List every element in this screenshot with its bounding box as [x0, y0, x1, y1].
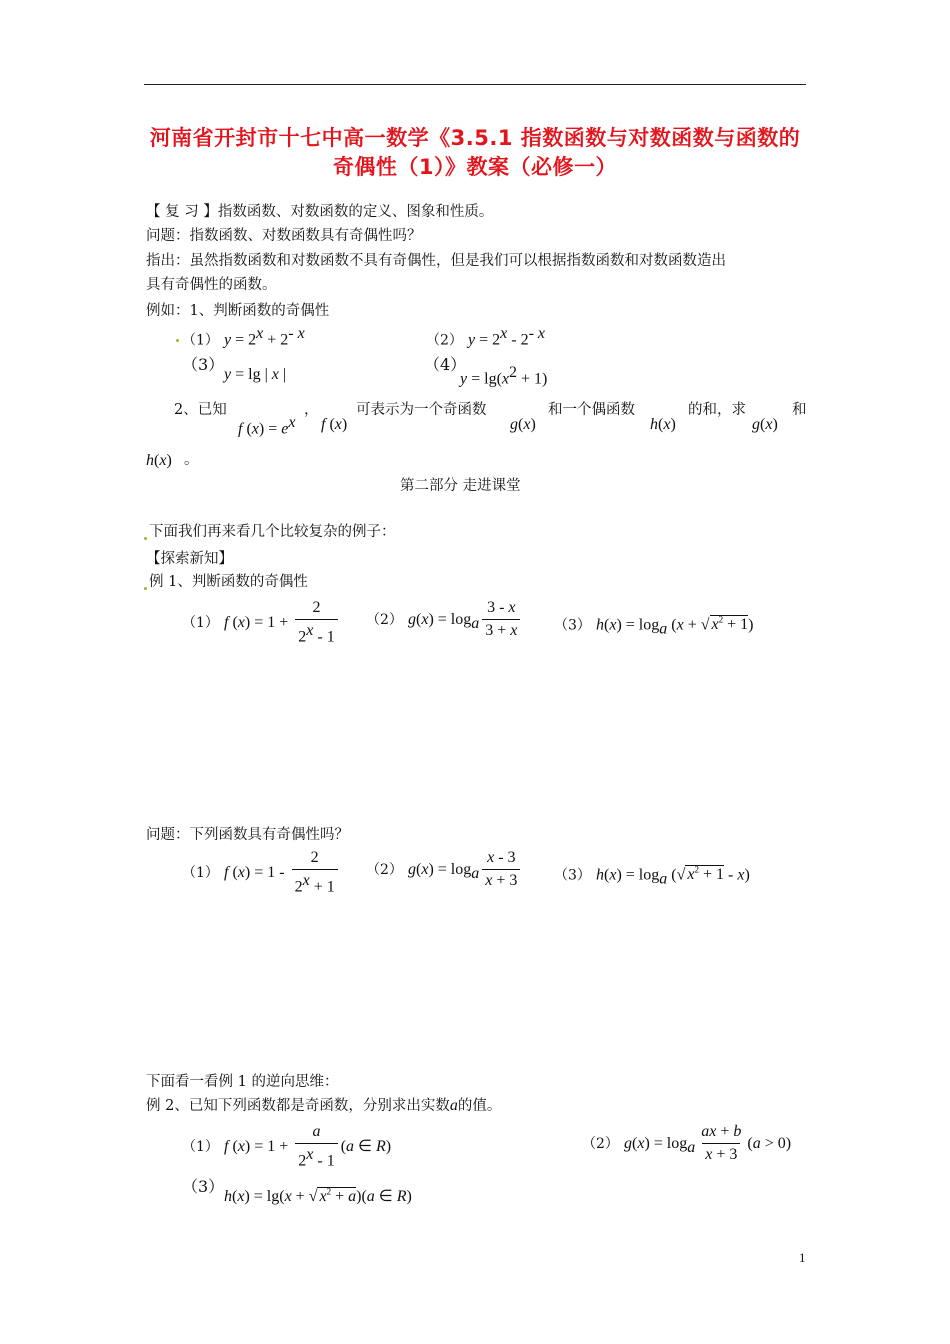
item-label: （3） [554, 867, 591, 884]
review-text: 指数函数、对数函数的定义、图象和性质。 [217, 204, 494, 220]
item-label: （1） [182, 1139, 219, 1156]
explore-heading: 【探索新知】 [146, 551, 233, 567]
review-point-line2: 具有奇偶性的函数。 [146, 277, 277, 293]
ex2-text-c: 和一个偶函数 [548, 402, 635, 418]
ex2-text-b: 可表示为一个奇函数 [356, 402, 487, 418]
review-point-line1: 指出：虽然指数函数和对数函数不具有奇偶性，但是我们可以根据指数函数和对数函数造出 [146, 253, 726, 269]
formula-f-equals-ex: f $(x) = e^x$ [238, 414, 296, 438]
q-item-3: （3） $h(x) = \log_a$ (√ $x^2 + 1 - x$) [554, 865, 750, 888]
example-2-tail: 的值。 [457, 1098, 502, 1114]
ex2-item-3-label: （3） [182, 1177, 225, 1196]
formula-gx-2: g(x) [752, 416, 778, 433]
review-item-2: （2） $y = 2^x - 2^{- x}$ [426, 325, 546, 349]
question-heading: 问题：下列函数具有奇偶性吗？ [146, 827, 349, 843]
header-rule [144, 84, 806, 85]
ex2-text-e: 和 [792, 402, 807, 418]
formula-hx: h(x) [650, 416, 676, 433]
item-label: （1） [182, 865, 219, 882]
review-tag: 【 复 习 】 [146, 204, 218, 220]
ex2-item-2: （2） $g(x) = \log_a$ $\frac{ax + b}{x + 3}$ (a > 0) [582, 1123, 792, 1163]
ex1-item-2: （2） $g(x) = \log_a$ $\frac{3 - x}{3 + x}$ [366, 598, 523, 641]
ex2-item-1: （1） f (x) = 1 + $\frac{a}{2^x - 1}$ (a ∈ R) [182, 1123, 392, 1170]
ex2-text-d: 的和，求 [688, 402, 746, 418]
decor-dot [144, 587, 147, 590]
example-2-text: 例 2、已知下列函数都是奇函数，分别求出实数 [146, 1098, 450, 1114]
ex1-item-1: （1） f (x) = 1 + $\frac{2}{2^x - 1}$ [182, 598, 341, 647]
item-label: （1） [182, 332, 219, 349]
review-item-3-label: （3） [182, 355, 225, 374]
formula-y-2x-plus-2-negx: y [224, 331, 232, 349]
item-label: （3） [554, 617, 591, 634]
reverse-heading: 下面看一看例 1 的逆向思维： [146, 1074, 339, 1090]
q-item-2: （2） $g(x) = \log_a$ $\frac{x - 3}{x + 3}$ [366, 848, 523, 891]
decor-dot [176, 339, 179, 342]
review-line [146, 202, 493, 222]
formula-hx-lg-sqrt: h(x) = lg(x + √ $x^2 + a)(a$ ∈ R) [224, 1186, 412, 1205]
part2-intro: 下面我们再来看几个比较复杂的例子： [149, 524, 396, 540]
formula-hx-2: h(x) [146, 452, 172, 469]
example-2-heading [146, 1096, 501, 1116]
formula-y-lg-abs-x: y = lg | x | [224, 366, 287, 383]
item-label: （2） [366, 612, 403, 628]
variable-a: a [449, 1097, 458, 1114]
review-item-1: （1） $y = 2^x + 2^{- x}$ [182, 325, 305, 349]
review-question: 问题：指数函数、对数函数具有奇偶性吗？ [146, 228, 422, 244]
ex2-end: 。 [184, 452, 199, 468]
document-title-line2: 奇偶性（1）》教案（必修一） [332, 155, 618, 179]
decor-dot [144, 537, 147, 540]
item-label: （1） [182, 615, 219, 632]
review-item-4-label: （4） [424, 355, 467, 374]
ex2-text-a: 2、已知 [174, 402, 227, 418]
formula-y-2x-minus-2-negx: y [468, 331, 476, 349]
ex1-item-3: （3） $h(x) = \log_a (x$ + √ $x^2 + 1$) [554, 615, 754, 638]
formula-y-lg-x2-plus-1: $y = \lg(x^2 + 1)$ [460, 364, 548, 388]
formula-fx: f (x) [321, 416, 348, 433]
ex2-sep: ， [304, 402, 319, 418]
item-label: （2） [582, 1136, 619, 1152]
example-intro: 例如：1、判断函数的奇偶性 [146, 303, 330, 319]
example-1-heading: 例 1、判断函数的奇偶性 [149, 574, 308, 590]
part2-heading: 第二部分 走进课堂 [400, 478, 521, 494]
q-item-1: （1） f (x) = 1 - $\frac{2}{2^x + 1}$ [182, 848, 341, 897]
item-label: （2） [366, 862, 403, 878]
formula-gx: g(x) [510, 416, 536, 433]
page-number: 1 [799, 1250, 806, 1265]
document-title-line1: 河南省开封市十七中高一数学《3.5.1 指数函数与对数函数与函数的 [149, 126, 801, 150]
item-label: （2） [426, 332, 463, 349]
